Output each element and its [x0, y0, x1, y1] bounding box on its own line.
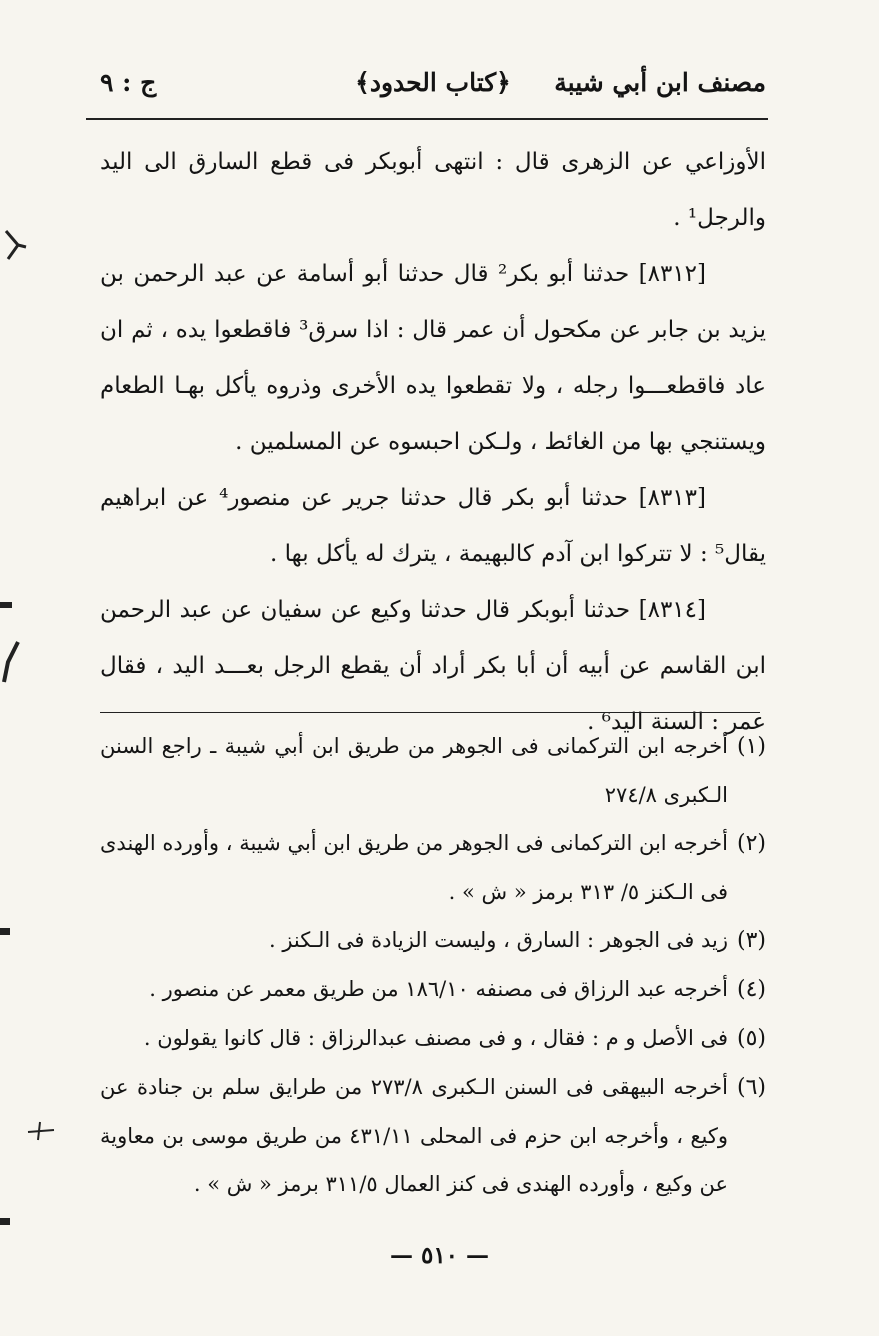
footnote-number: (٦) [736, 1075, 766, 1100]
hadith-8312: [٨٣١٢] حدثنا أبو بكر² قال حدثنا أبو أسامة عن عبد الرحمن بن يزيد بن جابر عن مكحول أن عمر قال : اذا سرق³ فاقطعوا يده ، ثم ان عاد فاقطعـــوا رجله ، ولا تقطعوا يده الأخرى وذروه يأكل بهـا الطعام ويستنجي بها من الغائط ، ولـكن احبسوه عن المسلمين . [100, 261, 766, 455]
footnote-text: أخرجه ابن التركمانى فى الجوهر من طريق ابن أبي شيبة ـ راجع السنن الـكبرى ٢٧٤/٨ [100, 734, 728, 807]
main-text [100, 134, 766, 750]
footnote-text: أخرجه عبد الرزاق فى مصنفه ١٨٦/١٠ من طريق معمر عن منصور . [149, 977, 728, 1001]
running-header [100, 60, 766, 108]
footnote-number: (٢) [736, 831, 766, 856]
header-rule [86, 118, 768, 120]
page-number: — ٥١٠ — [389, 1242, 490, 1269]
footnote-text: أخرجه البيهقى فى السنن الـكبرى ٢٧٣/٨ من طرايق سلم بن جنادة عن وكيع ، وأخرجه ابن حزم فى المحلى ٤٣١/١١ من طريق موسى بن معاوية عن وكيع ، وأورده الهندى فى كنز العمال ٣١١/٥ برمز « ش » . [100, 1075, 728, 1196]
footnote-number: (١) [736, 734, 766, 759]
binding-mark-icon [26, 1120, 56, 1142]
footnote [100, 819, 766, 916]
footnote-text: فى الأصل و م : فقال ، و فى مصنف عبدالرزاق : قال كانوا يقولون . [143, 1026, 728, 1050]
footnote-rule [100, 712, 760, 713]
footnote-text: زيد فى الجوهر : السارق ، وليست الزيادة فى الـكنز . [268, 928, 728, 952]
binding-mark-icon [0, 602, 12, 608]
chapter-title: ﴿كتاب الحدود﴾ [355, 68, 511, 97]
footnote-number: (٣) [736, 928, 766, 953]
paragraph-continuation: الأوزاعي عن الزهرى قال : انتهى أبوبكر فى قطع السارق الى اليد والرجل¹ . [100, 149, 766, 231]
footnote [100, 722, 766, 819]
footnote-number: (٤) [736, 977, 766, 1002]
footnote-text: أخرجه ابن التركمانى فى الجوهر من طريق ابن أبي شيبة ، وأورده الهندى فى الـكنز ٥/ ٣١٣ برمز « ش » . [100, 831, 728, 904]
footnotes [100, 722, 766, 1208]
binding-mark-icon [4, 225, 28, 265]
footnote-number: (٥) [736, 1026, 766, 1051]
footnote [100, 1063, 766, 1208]
binding-mark-icon [0, 640, 22, 684]
footnote [100, 965, 766, 1014]
hadith-8314: [٨٣١٤] حدثنا أبوبكر قال حدثنا وكيع عن سفيان عن عبد الرحمن ابن القاسم عن أبيه أن أبا بكر أراد أن يقطع الرجل بعـــد اليد ، فقال عمر : السنة اليد⁶ . [100, 597, 766, 735]
binding-mark-icon [0, 928, 10, 935]
volume-number: ج : ٩ [100, 68, 157, 97]
footnote [100, 916, 766, 965]
footnote [100, 1014, 766, 1063]
binding-mark-icon [0, 1218, 10, 1225]
hadith-8313: [٨٣١٣] حدثنا أبو بكر قال حدثنا جرير عن منصور⁴ عن ابراهيم يقال⁵ : لا تتركوا ابن آدم كالبهيمة ، يترك له يأكل بها . [100, 485, 766, 567]
book-title: مصنف ابن أبي شيبة [554, 68, 766, 97]
